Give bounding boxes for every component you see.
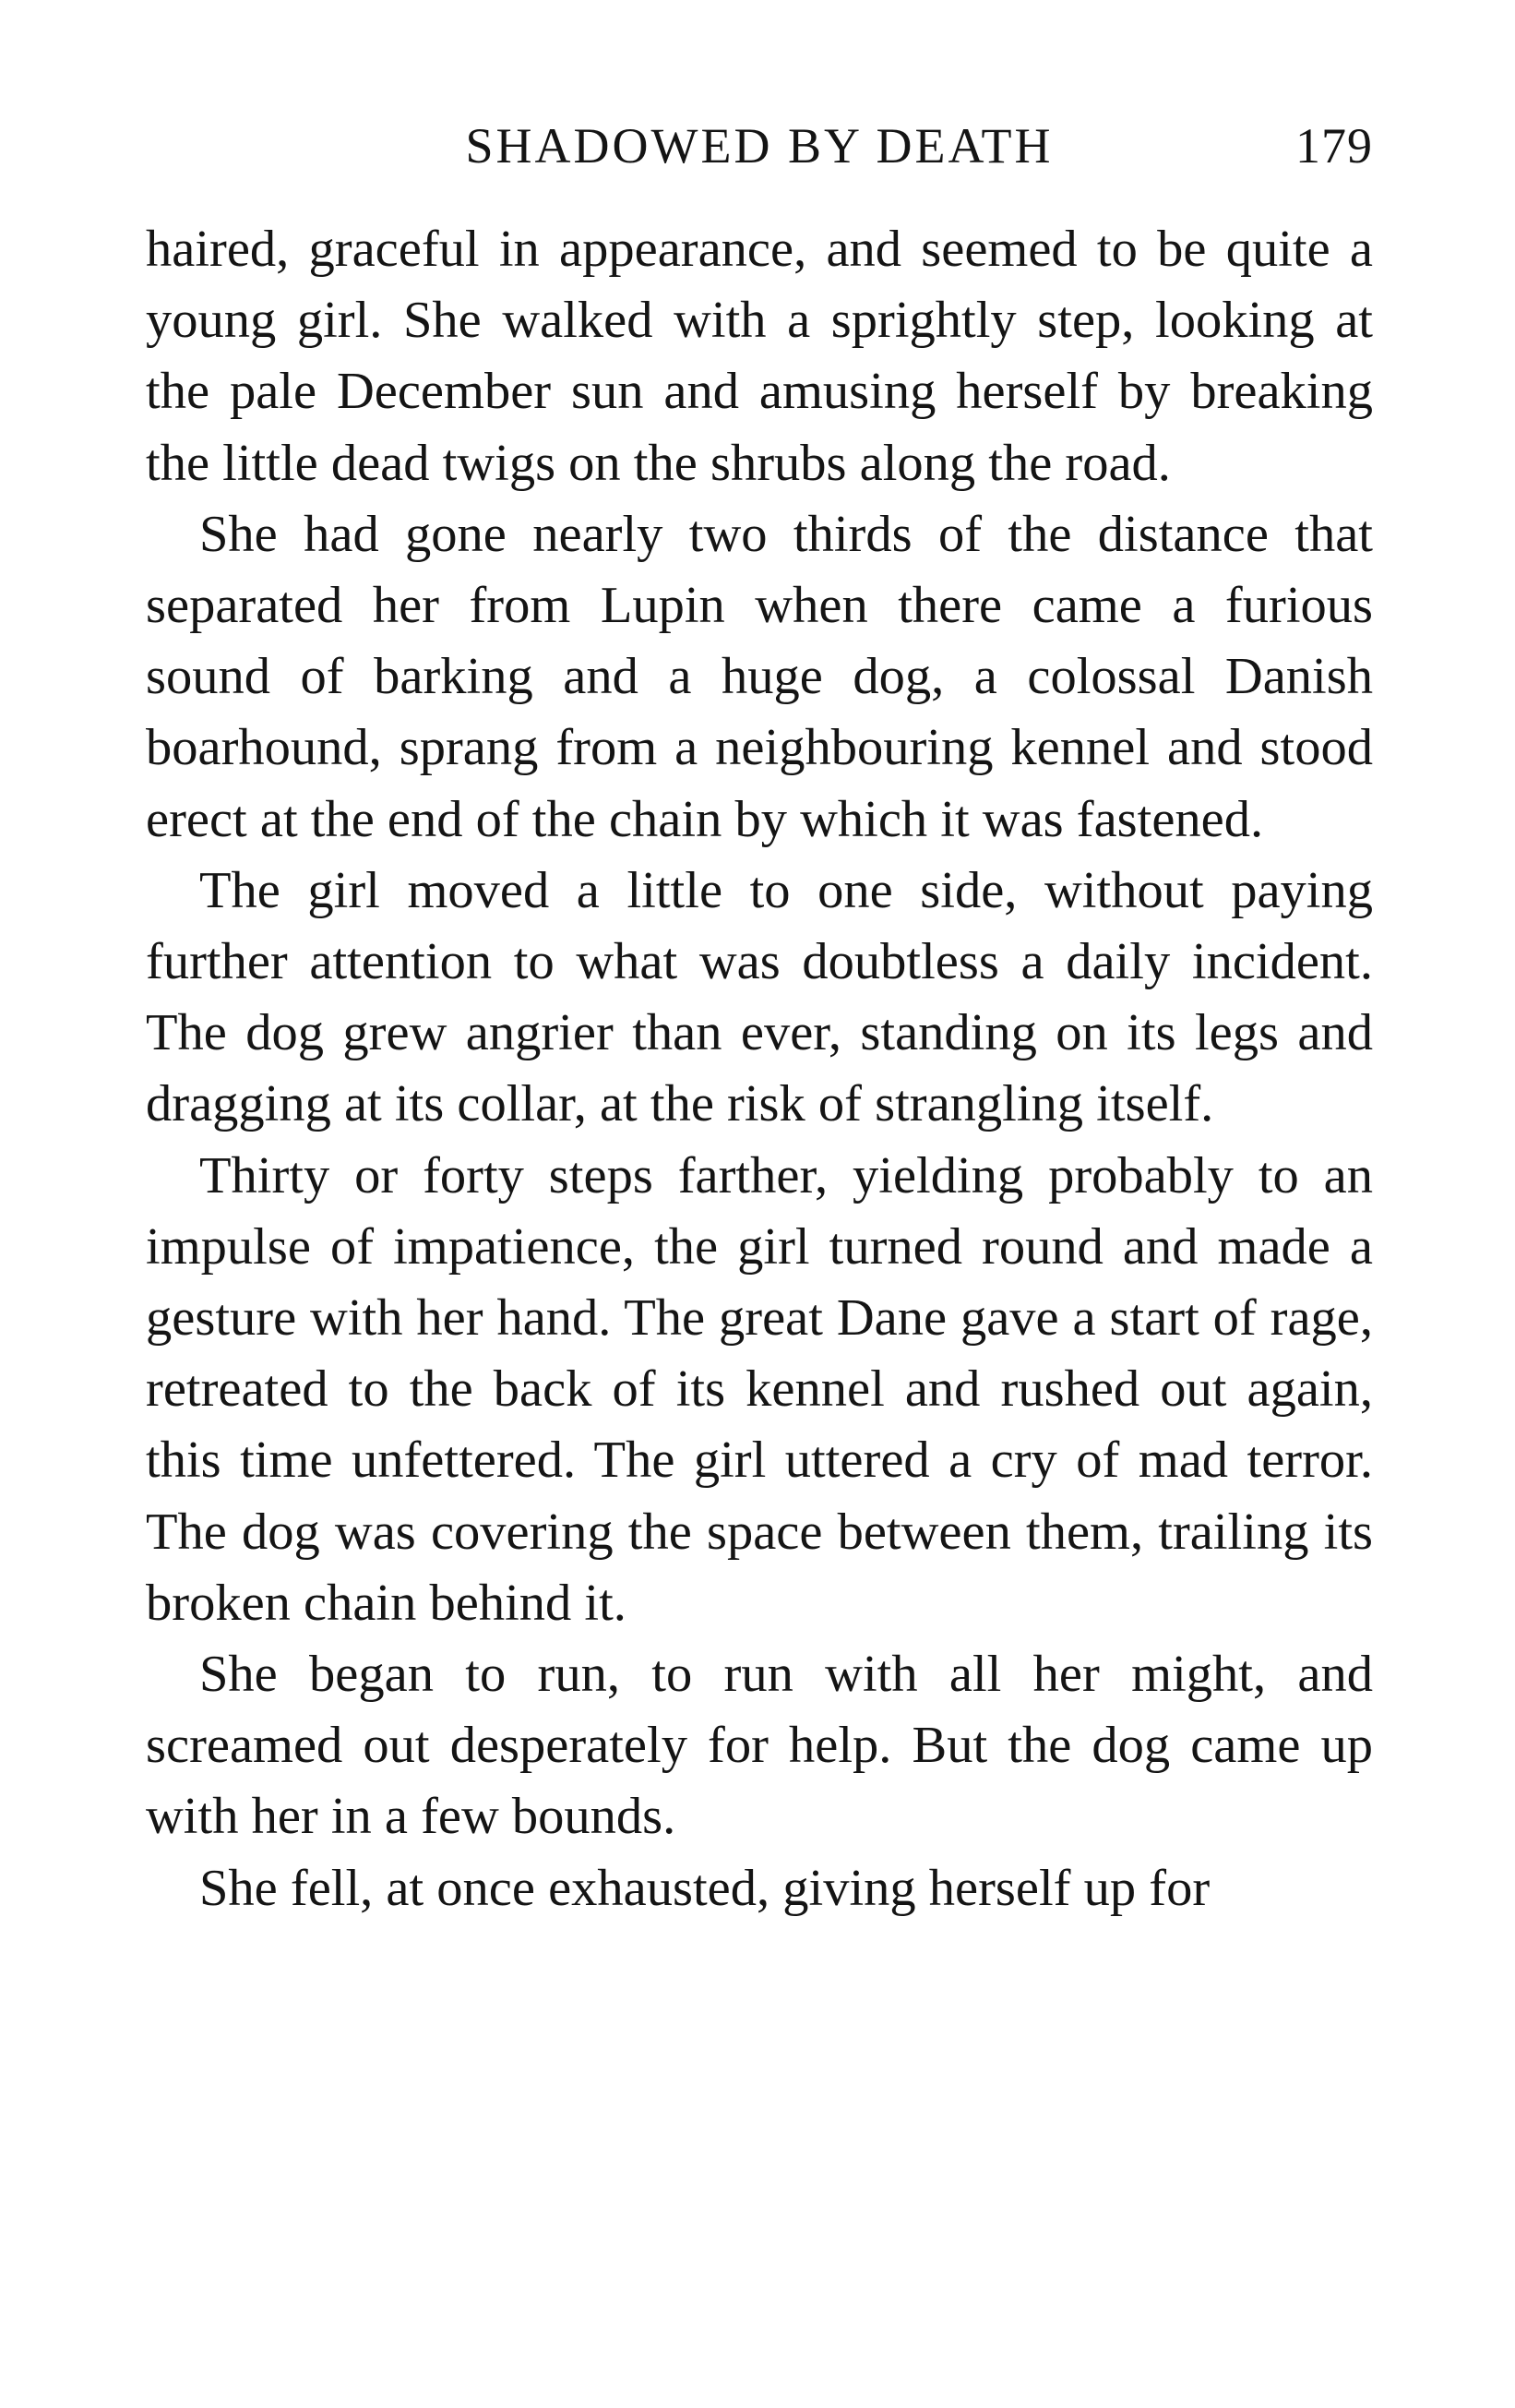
paragraph: She had gone nearly two thirds of the distance that separated her from Lupin when there came a furious sound of barking and a huge dog, a colossal Danish boarhound, sprang from a neighbouring kennel and stood erect at the end of the chain by which it was fastened. (146, 505, 1373, 848)
running-title: SHADOWED BY DEATH (465, 118, 1054, 174)
paragraph: She fell, at once exhausted, giving herself up for (199, 1859, 1211, 1917)
page-header (146, 109, 1373, 183)
page-number: 179 (1295, 118, 1373, 174)
paragraph: haired, graceful in appearance, and seemed to be quite a young girl. She walked with a sprightly step, looking at the pale December sun and amusing herself by breaking the little dead twigs on the shrubs along the road. (146, 221, 1373, 492)
paragraph: The girl moved a little to one side, without paying further attention to what was doubtless a daily incident. The dog grew angrier than ever, standing on its legs and dragging at its collar, at the risk of strangling itself. (146, 861, 1373, 1133)
paragraph: She began to run, to run with all her might, and screamed out desperately for help. But the dog came up with her in a few bounds. (146, 1646, 1373, 1846)
paragraph: Thirty or forty steps farther, yielding probably to an impulse of impatience, the girl turned round and made a gesture with her hand. The great Dane gave a start of rage, retreated to the back of its kennel and rushed out again, this time unfettered. The girl uttered a cry of mad terror. The dog was covering the space between them, trailing its broken chain behind it. (146, 1146, 1373, 1632)
body-text (146, 214, 1373, 1924)
